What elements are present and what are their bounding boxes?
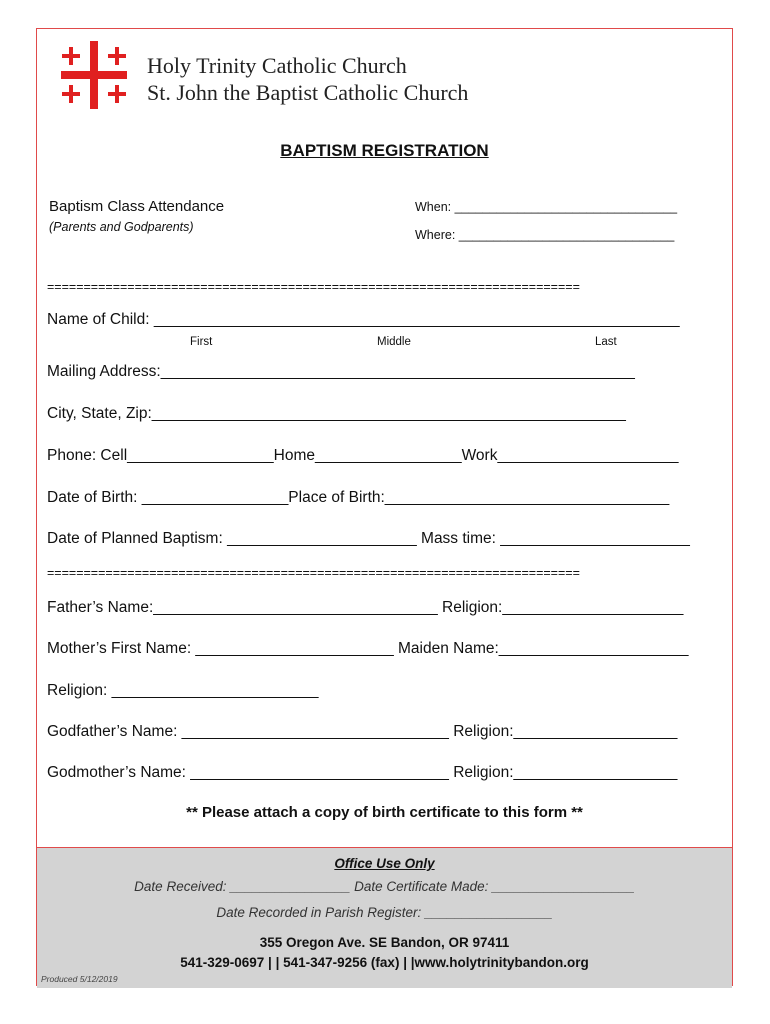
godmother-name-field[interactable]: Godmother’s Name: ______________________________ Religion:___________________ <box>47 764 678 781</box>
church-contact: 541-329-0697 | | 541-347-9256 (fax) | |www.holytrinitybandon.org <box>180 955 589 970</box>
class-attendance-sublabel: (Parents and Godparents) <box>49 220 194 234</box>
separator-2: ========================================================================= <box>47 566 580 580</box>
child-first-label: First <box>190 336 213 348</box>
planned-baptism-field[interactable]: Date of Planned Baptism: ______________________ Mass time: ______________________ <box>47 530 690 547</box>
produced-date: Produced 5/12/2019 <box>41 974 118 984</box>
office-use-section <box>37 847 732 988</box>
where-field[interactable]: Where: _______________________________ <box>415 228 675 242</box>
father-name-field[interactable]: Father’s Name:_________________________________ Religion:_____________________ <box>47 599 684 616</box>
form-sheet <box>36 28 733 986</box>
jerusalem-cross-logo-icon <box>59 39 129 111</box>
mailing-address-field[interactable]: Mailing Address:_______________________________________________________ <box>47 363 635 380</box>
office-use-heading: Office Use Only <box>334 856 435 871</box>
church-address: 355 Oregon Ave. SE Bandon, OR 97411 <box>259 935 510 950</box>
date-of-birth-field[interactable]: Date of Birth: _________________Place of Birth:_________________________________ <box>47 489 670 506</box>
child-middle-label: Middle <box>377 336 411 348</box>
godfather-name-field[interactable]: Godfather’s Name: _______________________________ Religion:___________________ <box>47 723 678 740</box>
child-last-label: Last <box>595 336 617 348</box>
city-state-zip-field[interactable]: City, State, Zip:_______________________________________________________ <box>47 405 626 422</box>
church-name-1: Holy Trinity Catholic Church <box>147 53 407 78</box>
church-name-2: St. John the Baptist Catholic Church <box>147 80 469 105</box>
mother-religion-field[interactable]: Religion: ________________________ <box>47 682 319 699</box>
class-attendance-label: Baptism Class Attendance <box>49 198 225 215</box>
phone-field[interactable]: Phone: Cell_________________Home_________________Work_____________________ <box>47 447 679 464</box>
date-received-field[interactable]: Date Received: ________________ Date Certificate Made: ___________________ <box>134 879 635 894</box>
separator-1: ========================================================================= <box>47 280 580 294</box>
birth-certificate-note: ** Please attach a copy of birth certificate to this form ** <box>186 804 583 821</box>
when-field[interactable]: When: ________________________________ <box>415 200 678 214</box>
mother-name-field[interactable]: Mother’s First Name: _______________________ Maiden Name:______________________ <box>47 640 689 657</box>
child-name-field[interactable]: Name of Child: _____________________________________________________________ <box>47 311 680 328</box>
form-title: BAPTISM REGISTRATION <box>280 141 489 160</box>
date-recorded-field[interactable]: Date Recorded in Parish Register: _________________ <box>216 905 553 920</box>
